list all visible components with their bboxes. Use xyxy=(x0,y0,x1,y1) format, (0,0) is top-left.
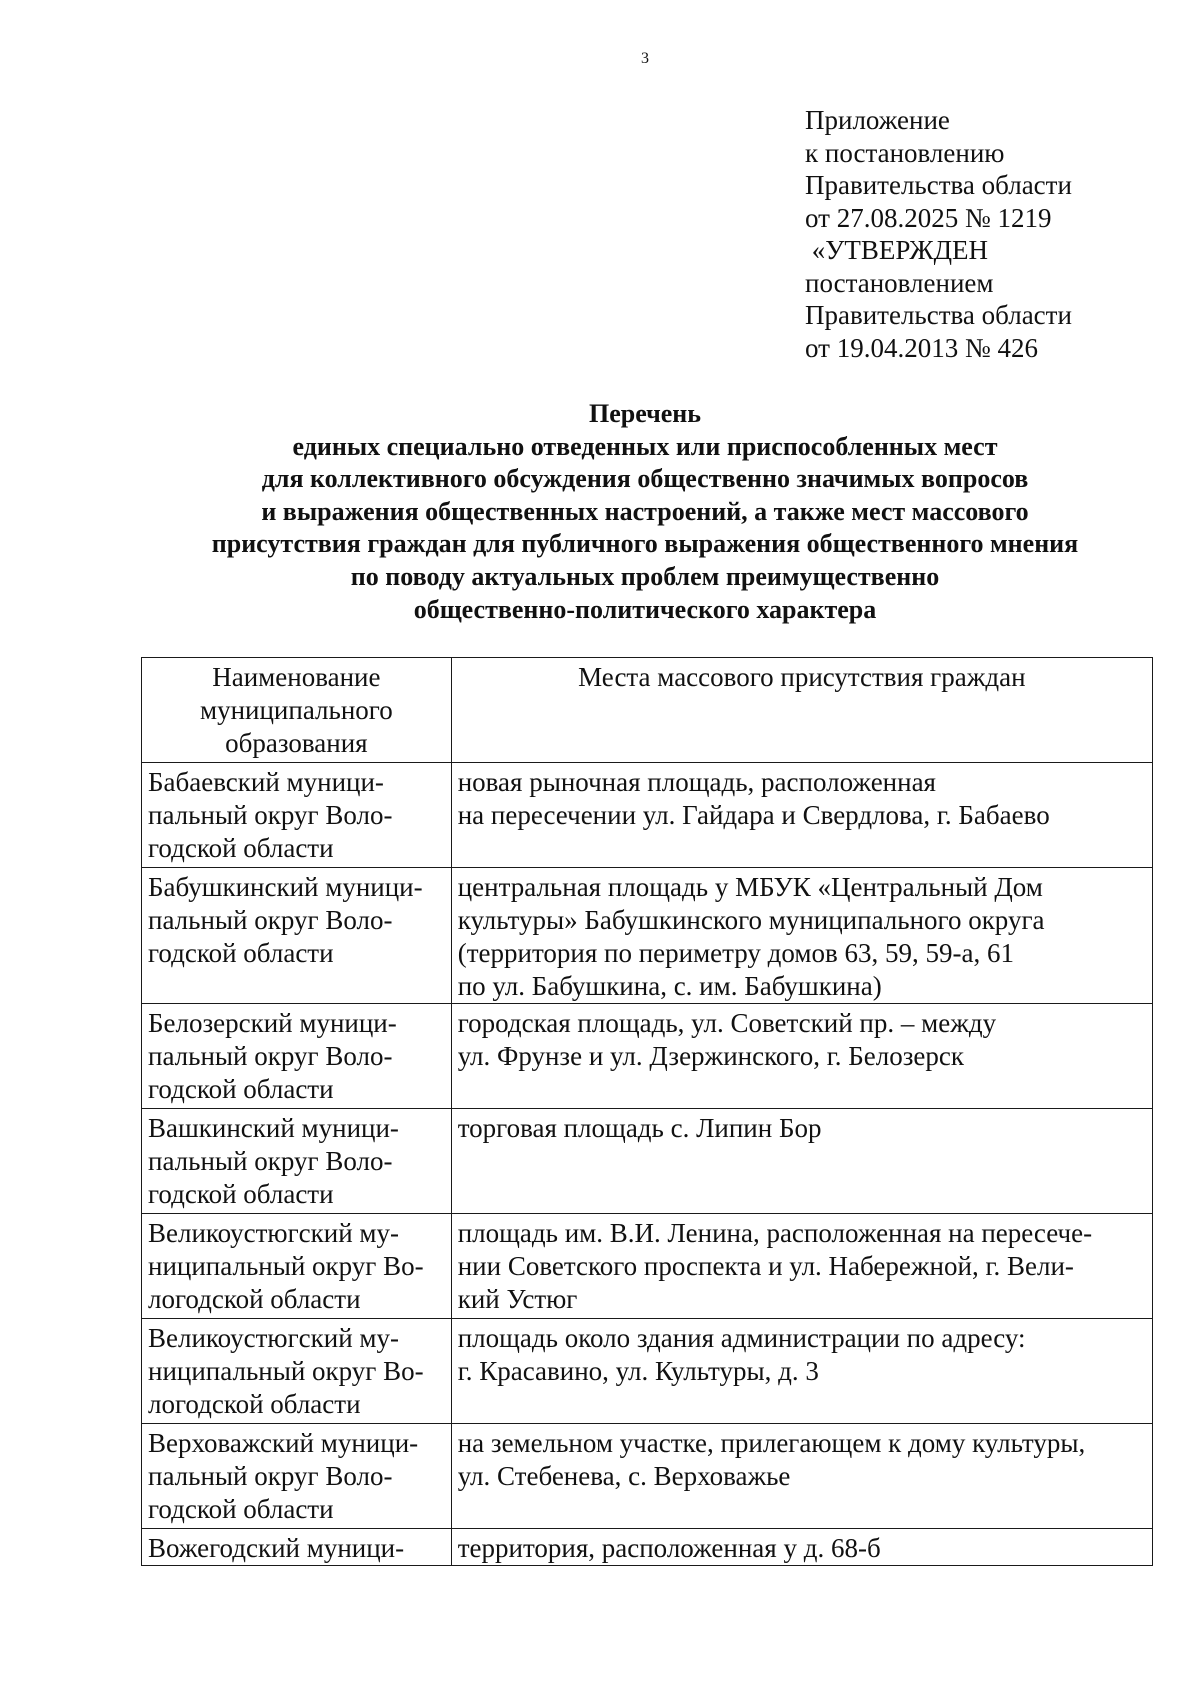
municipality-line: Вожегодский муници- xyxy=(148,1533,405,1563)
place-cell xyxy=(451,1319,1152,1424)
table-row xyxy=(142,1529,1153,1566)
title-line: единых специально отведенных или приспособленных мест xyxy=(292,431,998,461)
place-line: новая рыночная площадь, расположенная xyxy=(457,767,936,797)
municipality-cell xyxy=(142,1214,452,1319)
place-cell xyxy=(451,1529,1152,1566)
table-row xyxy=(142,1109,1153,1214)
place-line: центральная площадь у МБУК «Центральный Дом xyxy=(457,872,1043,902)
header-municipality xyxy=(142,658,452,763)
place-line: городская площадь, ул. Советский пр. – между xyxy=(457,1008,997,1038)
page-number: 3 xyxy=(641,50,649,67)
appendix-line: постановлением xyxy=(805,267,994,298)
appendix-line: «УТВЕРЖДЕН xyxy=(805,235,989,265)
table-row xyxy=(142,868,1153,1004)
municipality-line: Бабушкинский муници- xyxy=(148,872,423,902)
municipality-line: годской области xyxy=(148,1179,334,1209)
places-table xyxy=(141,657,1153,1566)
municipality-cell xyxy=(142,1529,452,1566)
header-line: Наименование xyxy=(212,662,381,692)
appendix-line: к постановлению xyxy=(805,137,1005,168)
municipality-line: Великоустюгский му- xyxy=(148,1323,399,1353)
municipality-line: логодской области xyxy=(148,1389,361,1419)
table-row xyxy=(142,1319,1153,1424)
header-line: образования xyxy=(225,728,368,758)
title-line: общественно-политического характера xyxy=(413,594,877,624)
municipality-line: пальный округ Воло- xyxy=(148,1461,393,1491)
municipality-cell xyxy=(142,1004,452,1109)
municipality-line: Бабаевский муници- xyxy=(148,767,384,797)
place-line: на земельном участке, прилегающем к дому культуры, xyxy=(457,1428,1086,1458)
place-cell xyxy=(451,1109,1152,1214)
municipality-line: пальный округ Воло- xyxy=(148,905,393,935)
place-line: ул. Стебенева, с. Верховажье xyxy=(457,1461,791,1491)
municipality-cell xyxy=(142,763,452,868)
municipality-line: ниципальный округ Во- xyxy=(148,1356,424,1386)
place-line: ул. Фрунзе и ул. Дзержинского, г. Белозерск xyxy=(457,1041,964,1071)
municipality-line: Великоустюгский му- xyxy=(148,1218,399,1248)
municipality-line: пальный округ Воло- xyxy=(148,1041,393,1071)
municipality-cell xyxy=(142,1109,452,1214)
municipality-line: годской области xyxy=(148,1074,334,1104)
appendix-line: от 27.08.2025 № 1219 xyxy=(805,202,1052,233)
place-line: (территория по периметру домов 63, 59, 59-а, 61 xyxy=(457,938,1014,968)
municipality-line: пальный округ Воло- xyxy=(148,800,393,830)
place-line: г. Красавино, ул. Культуры, д. 3 xyxy=(457,1356,819,1386)
municipality-line: логодской области xyxy=(148,1284,361,1314)
title-heading: Перечень xyxy=(588,399,702,428)
place-line: площадь около здания администрации по адресу: xyxy=(457,1323,1026,1353)
header-places xyxy=(451,658,1152,763)
title-line: по поводу актуальных проблем преимущественно xyxy=(350,561,940,591)
place-line: нии Советского проспекта и ул. Набережной, г. Вели- xyxy=(457,1251,1074,1281)
municipality-line: годской области xyxy=(148,938,334,968)
header-line: муниципального xyxy=(200,695,393,725)
title-line: присутствия граждан для публичного выражения общественного мнения xyxy=(211,529,1079,559)
place-line: территория, расположенная у д. 68-б xyxy=(457,1533,881,1563)
place-line: культуры» Бабушкинского муниципального округа xyxy=(457,905,1045,935)
municipality-cell xyxy=(142,1424,452,1529)
municipality-cell xyxy=(142,868,452,1004)
municipality-line: Верховажский муници- xyxy=(148,1428,419,1458)
header-line: Места массового присутствия граждан xyxy=(578,662,1026,692)
municipality-line: пальный округ Воло- xyxy=(148,1146,393,1176)
appendix-approval-block xyxy=(805,104,1072,364)
appendix-line: Правительства области xyxy=(805,170,1072,200)
appendix-line: от 19.04.2013 № 426 xyxy=(805,332,1038,363)
place-cell xyxy=(451,763,1152,868)
municipality-cell xyxy=(142,1319,452,1424)
table-row xyxy=(142,763,1153,868)
place-line: кий Устюг xyxy=(457,1284,578,1314)
municipality-line: Вашкинский муници- xyxy=(148,1113,399,1143)
table-header-row xyxy=(142,658,1153,763)
municipality-line: ниципальный округ Во- xyxy=(148,1251,424,1281)
place-cell xyxy=(451,1424,1152,1529)
appendix-line: Правительства области xyxy=(805,300,1072,330)
place-line: по ул. Бабушкина, с. им. Бабушкина) xyxy=(457,971,882,1001)
table-row xyxy=(142,1004,1153,1109)
place-cell xyxy=(451,1214,1152,1319)
municipality-line: годской области xyxy=(148,833,334,863)
title-line: для коллективного обсуждения общественно значимых вопросов xyxy=(261,464,1029,494)
place-cell xyxy=(451,868,1152,1004)
municipality-line: годской области xyxy=(148,1494,334,1524)
title-line: и выражения общественных настроений, а также мест массового xyxy=(261,496,1029,526)
place-line: на пересечении ул. Гайдара и Свердлова, г. Бабаево xyxy=(457,800,1050,830)
table-row xyxy=(142,1424,1153,1529)
place-cell xyxy=(451,1004,1152,1109)
appendix-line: Приложение xyxy=(805,105,950,135)
place-line: торговая площадь с. Липин Бор xyxy=(457,1113,822,1143)
table-row xyxy=(142,1214,1153,1319)
place-line: площадь им. В.И. Ленина, расположенная на пересече- xyxy=(457,1218,1093,1248)
municipality-line: Белозерский муници- xyxy=(148,1008,397,1038)
document-title xyxy=(100,398,1190,626)
